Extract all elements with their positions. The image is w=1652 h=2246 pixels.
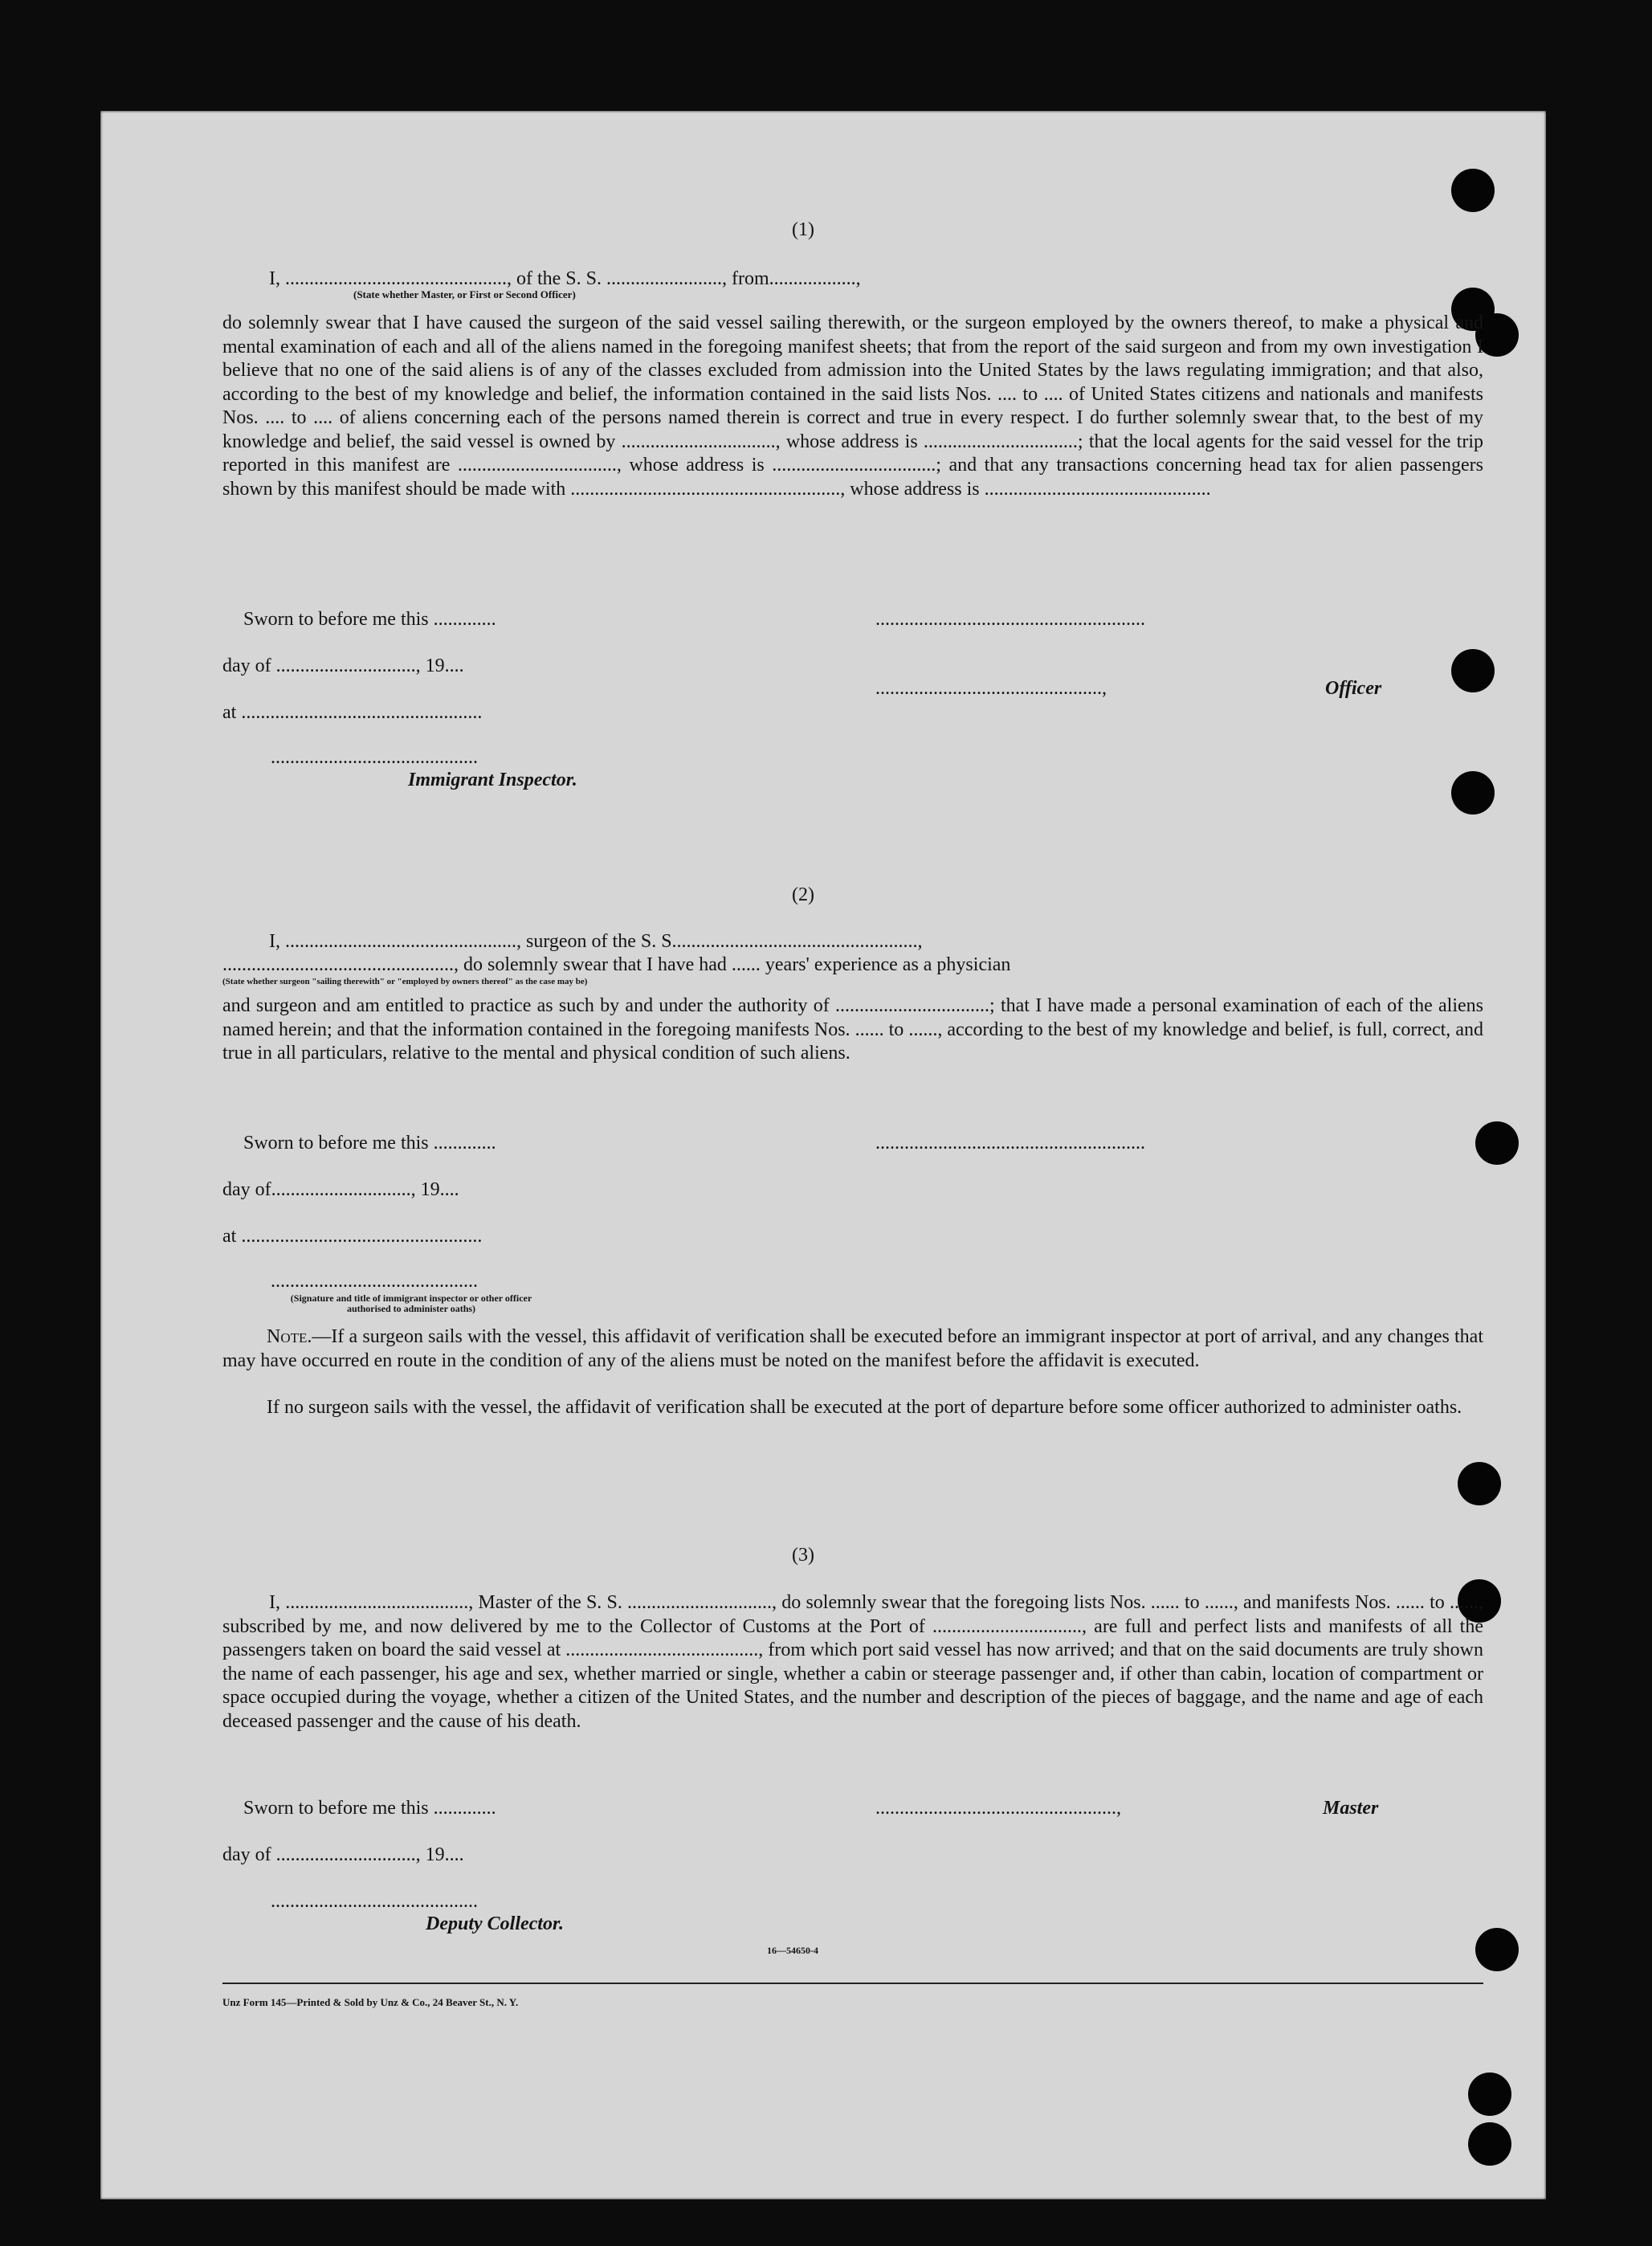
section1-at: at .................................................. bbox=[222, 702, 483, 723]
section2-day: day of............................., 19.... bbox=[222, 1179, 459, 1200]
section2-note2 bbox=[222, 1396, 1483, 1420]
section2-at: at .................................................. bbox=[222, 1226, 483, 1247]
section2-inspector-line: ........................................... bbox=[271, 1271, 478, 1292]
punch-hole bbox=[1468, 2072, 1511, 2116]
section3-collector-title: Deputy Collector. bbox=[426, 1913, 564, 1934]
punch-hole bbox=[1451, 649, 1495, 692]
punch-hole bbox=[1458, 1462, 1501, 1505]
section1-inspector-line: ........................................... bbox=[271, 747, 478, 768]
section1-rank-caption: (State whether Master, or First or Second Officer) bbox=[353, 288, 576, 300]
section2-number: (2) bbox=[792, 884, 814, 905]
form-page bbox=[100, 111, 1546, 2199]
punch-hole bbox=[1475, 1121, 1519, 1165]
section1-inspector-title: Immigrant Inspector. bbox=[408, 770, 577, 790]
section2-oath-line1: I, ................................................, surgeon of the S. S..................................................., bbox=[269, 931, 923, 952]
section3-master-line: .................................................., bbox=[875, 1798, 1121, 1819]
note-label: Note. bbox=[267, 1326, 312, 1347]
form-number: 16—54650-4 bbox=[767, 1945, 818, 1956]
section2-body: and surgeon and am entitled to practice as such by and under the authority of ................................; that I have made a personal examination of each of the aliens named herein; and that the information contained in the foregoing manifests Nos. ...... to ......, according to the best of my knowledge and belief, is full, correct, and true in all particulars, relative to the mental and physical condition of such aliens. bbox=[222, 995, 1483, 1064]
section3-body bbox=[222, 1591, 1483, 1734]
section1-officer-title: Officer bbox=[1325, 678, 1382, 699]
section3-number: (3) bbox=[792, 1545, 814, 1566]
section1-body: do solemnly swear that I have caused the surgeon of the said vessel sailing therewith, or the surgeon employed by the owners thereof, to make a physical and mental examination of each and all of the aliens named in the foregoing manifest sheets; that from the report of the said surgeon and from my own investigation I believe that no one of the said aliens is of any of the classes excluded from admission into the United States by the laws regulating immigration; and that also, according to the best of my knowledge and belief, the information contained in the said lists Nos. .... to .... of United States citizens and nationals and manifests Nos. .... to .... of aliens concerning each of the persons named therein is correct and true in every respect. I do further solemnly swear that, to the best of my knowledge and belief, the said vessel is owned by ................................, whose address is ................................; that the local agents for the said vessel for the trip reported in this manifest are ................................., whose address is ..................................; and that any transactions concerning head tax for alien passengers shown by this manifest should be made with ........................................................, whose address is ............................................... bbox=[222, 312, 1483, 500]
section2-surgeon-signature-line: ........................................................ bbox=[875, 1133, 1145, 1154]
punch-hole bbox=[1468, 2122, 1511, 2166]
section2-surgeon-caption: (State whether surgeon "sailing therewith" or "employed by owners thereof" as the case may be) bbox=[222, 977, 588, 986]
footer-imprint: Unz Form 145—Printed & Sold by Unz & Co., 24 Beaver St., N. Y. bbox=[222, 1996, 519, 2008]
footer-rule bbox=[222, 1983, 1483, 1984]
section1-day: day of ............................., 19.... bbox=[222, 655, 464, 676]
section2-inspector-caption: (Signature and title of immigrant inspector or other officer authorised to administer oaths) bbox=[290, 1292, 532, 1314]
note-text: —If a surgeon sails with the vessel, this affidavit of verification shall be executed before an immigrant inspector at port of arrival, and any changes that may have occurred en route in the condition of any of the aliens must be noted on the manifest before the affidavit is executed. bbox=[222, 1326, 1483, 1371]
section3-collector-line: ........................................... bbox=[271, 1891, 478, 1912]
section2-note bbox=[222, 1325, 1483, 1373]
section3-master-title: Master bbox=[1323, 1798, 1379, 1819]
section3-text: I, ......................................, Master of the S. S. .............................., do solemnly swear that the foregoing lists Nos. ...... to ......, and manifests Nos. ...... to ......, subscribed by me, and now delivered by me to the Collector of Customs at the Port of ..............................., are full and perfect lists and manifests of all the passengers taken on board the said vessel at ........................................, from which port said vessel has now arrived; and that on the said documents are truly shown the name of each passenger, his age and sex, whether married or single, whether a cabin or steerage passenger and, if other than cabin, location of compartment or space occupied during the voyage, whether a citizen of the United States, and the number and description of the pieces of baggage, and the name and age of each deceased passenger and the cause of his death. bbox=[222, 1592, 1483, 1732]
section2-sworn: Sworn to before me this ............. bbox=[243, 1133, 496, 1154]
section1-oath-line: I, .............................................., of the S. S. ........................, from.................., bbox=[269, 268, 861, 289]
section1-sworn: Sworn to before me this ............. bbox=[243, 609, 496, 630]
section1-officer-line: ..............................................., bbox=[875, 678, 1107, 699]
punch-hole bbox=[1451, 771, 1495, 815]
section1-number: (1) bbox=[792, 219, 814, 240]
section1-officer-signature-line: ........................................................ bbox=[875, 609, 1145, 630]
note2-text: If no surgeon sails with the vessel, the affidavit of verification shall be executed at the port of departure before some officer authorized to administer oaths. bbox=[267, 1397, 1462, 1418]
section2-oath-line2: ................................................, do solemnly swear that I have had ...... years' experience as a physician bbox=[222, 954, 1011, 975]
punch-hole bbox=[1451, 169, 1495, 212]
punch-hole bbox=[1475, 1928, 1519, 1971]
section3-sworn: Sworn to before me this ............. bbox=[243, 1798, 496, 1819]
section3-day: day of ............................., 19.... bbox=[222, 1844, 464, 1865]
